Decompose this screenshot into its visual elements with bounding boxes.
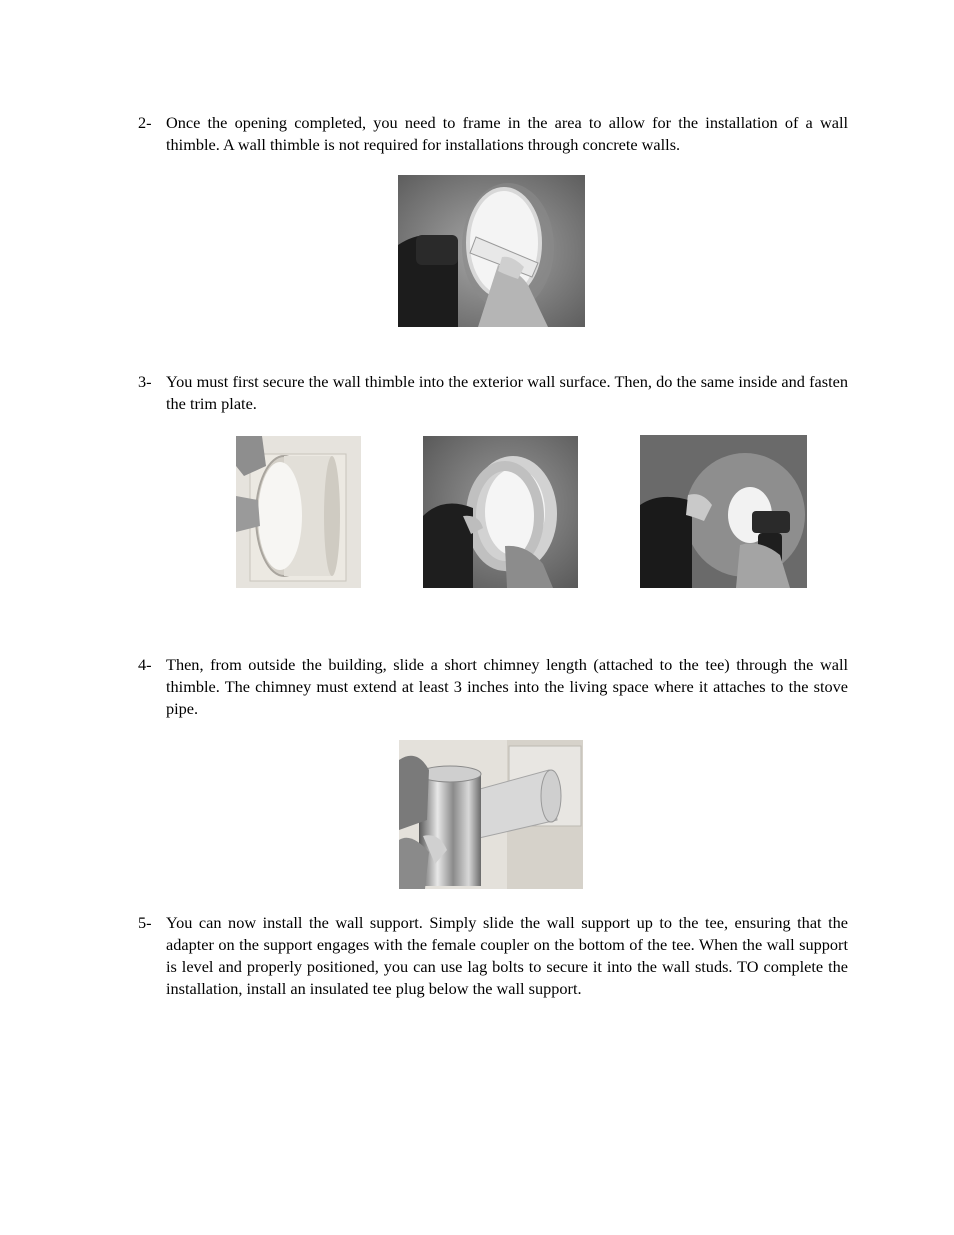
step-3 [138,371,848,415]
step-number: 4- [138,655,152,674]
step-2 [138,112,848,156]
photo-thimble-interior [423,436,578,588]
photo-chimney-through-thimble [399,740,583,889]
step-text: You can now install the wall support. Simply slide the wall support up to the tee, ensuring that the adapter on the support engages with the female coupler on the bottom of the tee. When the wall support is level and properly positioned, you can use lag bolts to secure it into the wall studs. TO complete the installation, install an insulated tee plug below the wall support. [166,913,848,998]
step-number: 5- [138,913,152,932]
step-number: 2- [138,113,152,132]
photo-wall-thimble-framing [398,175,585,327]
step-number: 3- [138,372,152,391]
step-4 [138,654,848,720]
step-5 [138,912,848,1000]
step-text: You must first secure the wall thimble into the exterior wall surface. Then, do the same inside and fasten the trim plate. [166,372,848,413]
photo-thimble-exterior [236,436,361,588]
photo-trim-plate-fastening [640,435,807,588]
step-text: Then, from outside the building, slide a short chimney length (attached to the tee) through the wall thimble. The chimney must extend at least 3 inches into the living space where it attaches to the stove pipe. [166,655,848,718]
step-text: Once the opening completed, you need to frame in the area to allow for the installation of a wall thimble. A wall thimble is not required for installations through concrete walls. [166,113,848,154]
